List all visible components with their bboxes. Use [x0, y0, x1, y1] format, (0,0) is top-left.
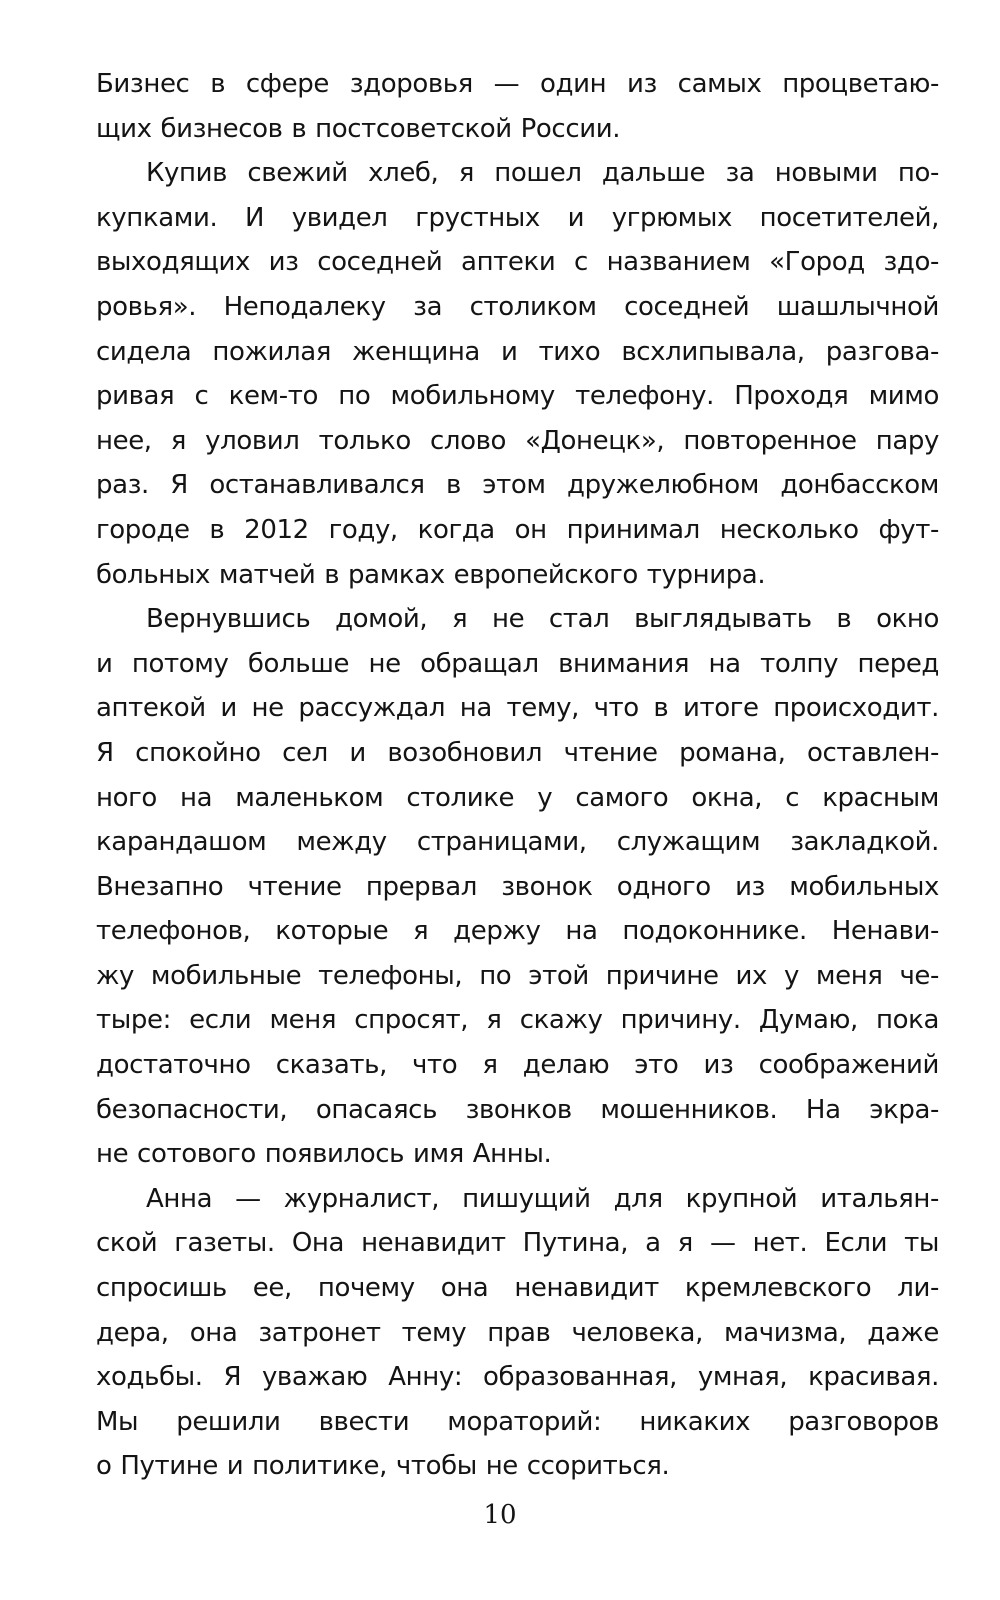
page-number: 10: [483, 1500, 517, 1530]
text-line: не сотового появилось имя Анны.: [96, 1139, 552, 1170]
body-text: [96, 62, 939, 1489]
text-line: Я спокойно сел и возобновил чтение романа, оставлен-: [96, 737, 939, 768]
text-line: ного на маленьком столике у самого окна, с красным: [96, 782, 939, 813]
text-line: выходящих из соседней аптеки с названием «Город здо-: [96, 247, 939, 278]
paragraph: [96, 151, 939, 597]
text-line: городе в 2012 году, когда он принимал несколько фут-: [96, 514, 939, 545]
text-line: раз. Я останавливался в этом дружелюбном донбасском: [96, 470, 939, 501]
text-line: Вернувшись домой, я не стал выглядывать в окно: [146, 604, 939, 635]
text-line: аптекой и не рассуждал на тему, что в итоге происходит.: [96, 693, 939, 724]
text-line: и потому больше не обращал внимания на толпу перед: [96, 648, 939, 679]
text-line: безопасности, опасаясь звонков мошенников. На экра-: [96, 1094, 939, 1125]
paragraph: [96, 597, 939, 1177]
text-line: Бизнес в сфере здоровья — один из самых процветаю-: [96, 69, 939, 99]
text-line: ходьбы. Я уважаю Анну: образованная, умная, красивая.: [96, 1362, 939, 1393]
text-line: ской газеты. Она ненавидит Путина, а я — нет. Если ты: [96, 1228, 939, 1259]
text-line: достаточно сказать, что я делаю это из соображений: [96, 1050, 939, 1081]
text-line: телефонов, которые я держу на подоконнике. Ненави-: [96, 916, 939, 947]
text-line: щих бизнесов в постсоветской России.: [96, 113, 621, 144]
text-line: о Путине и политике, чтобы не ссориться.: [96, 1451, 670, 1482]
text-line: ривая с кем-то по мобильному телефону. Проходя мимо: [96, 381, 939, 412]
text-line: жу мобильные телефоны, по этой причине их у меня че-: [96, 960, 939, 991]
text-line: тыре: если меня спросят, я скажу причину. Думаю, пока: [96, 1005, 939, 1036]
text-line: спросишь ее, почему она ненавидит кремлевского ли-: [96, 1273, 939, 1304]
text-line: сидела пожилая женщина и тихо всхлипывала, разгова-: [96, 336, 939, 367]
text-line: Внезапно чтение прервал звонок одного из мобильных: [96, 871, 939, 902]
text-line: дера, она затронет тему прав человека, мачизма, даже: [96, 1317, 939, 1348]
text-line: купками. И увидел грустных и угрюмых посетителей,: [96, 202, 939, 233]
text-line: Анна — журналист, пишущий для крупной итальян-: [146, 1183, 939, 1214]
paragraph: [96, 1177, 939, 1489]
paragraph: [96, 62, 939, 151]
text-line: ровья». Неподалеку за столиком соседней шашлычной: [96, 291, 939, 322]
text-line: карандашом между страницами, служащим закладкой.: [96, 827, 939, 858]
text-line: больных матчей в рамках европейского турнира.: [96, 559, 766, 590]
text-line: Мы решили ввести мораторий: никаких разговоров: [96, 1406, 939, 1437]
text-line: Купив свежий хлеб, я пошел дальше за новыми по-: [146, 158, 939, 189]
text-line: нее, я уловил только слово «Донецк», повторенное пару: [96, 425, 939, 456]
